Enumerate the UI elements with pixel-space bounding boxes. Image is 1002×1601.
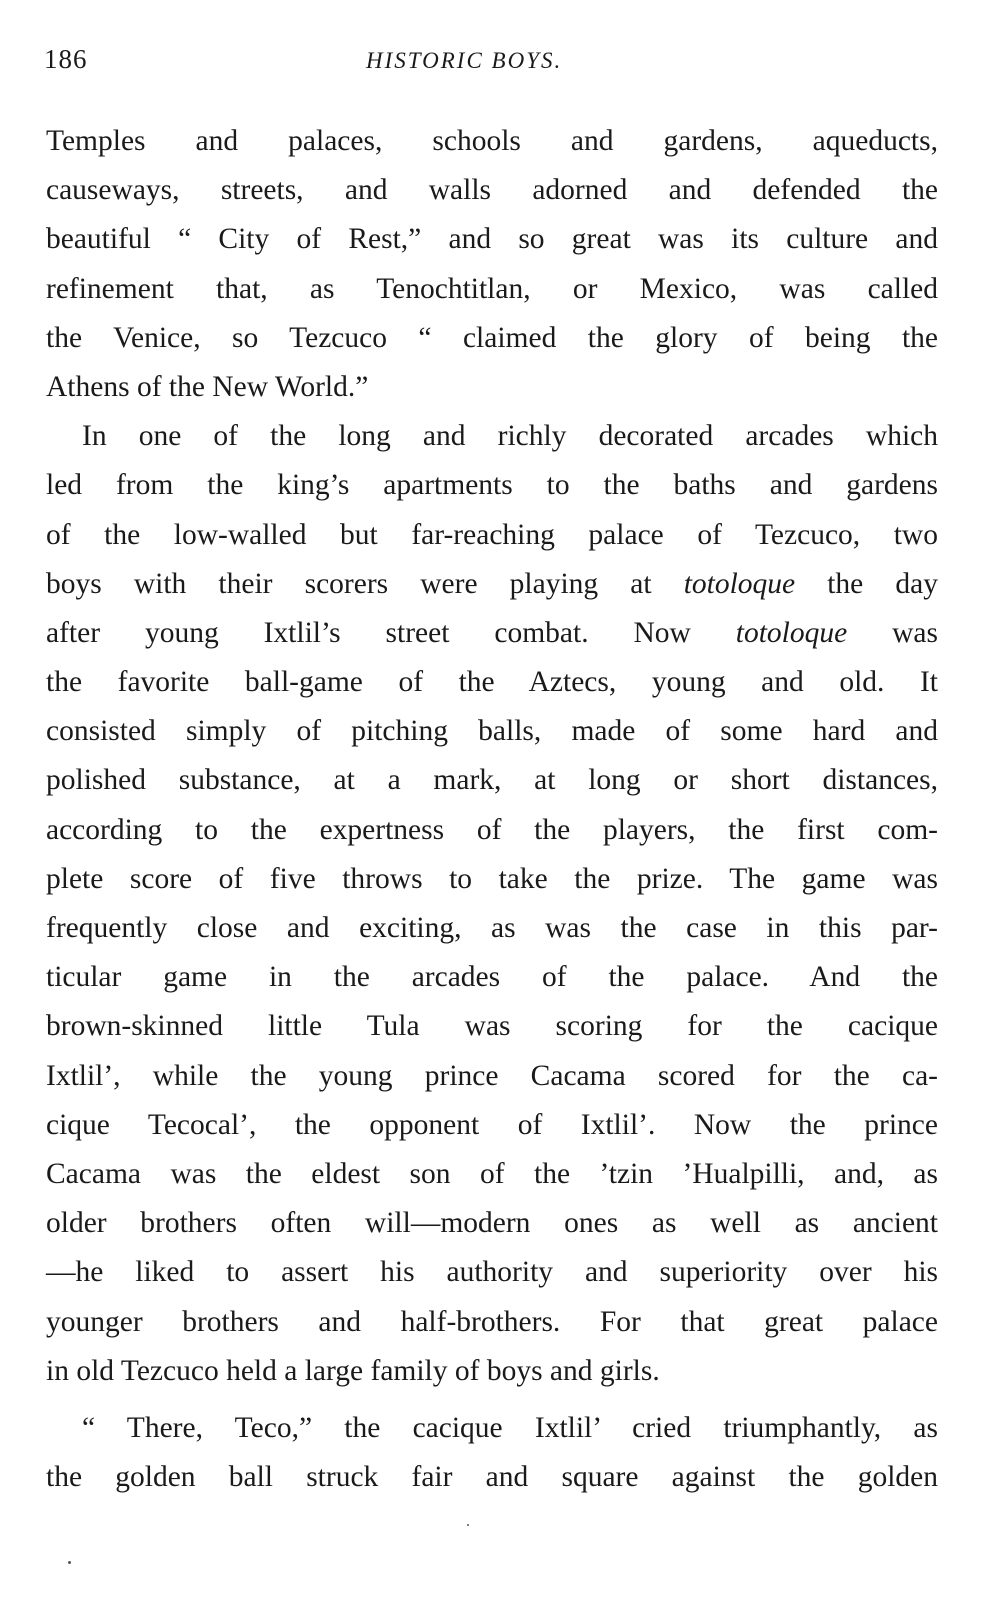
print-speck	[467, 1524, 469, 1526]
text-line: led from the king’s apartments to the baths and gardens	[46, 469, 938, 502]
text-line	[46, 609, 938, 658]
text-line: beautiful “ City of Rest,” and so great was its culture and	[46, 223, 938, 256]
text-line: ticular game in the arcades of the palace. And the	[46, 961, 938, 994]
italic-term: totoloque	[735, 616, 848, 649]
text-line: the Venice, so Tezcuco “ claimed the glory of being the	[46, 321, 938, 354]
running-head	[44, 44, 940, 84]
paragraph	[46, 412, 938, 1396]
paragraph	[46, 117, 938, 412]
text-line: refinement that, as Tenochtitlan, or Mexico, was called	[46, 272, 938, 305]
text-line: of the low-walled but far-reaching palace of Tezcuco, two	[46, 518, 938, 551]
text-line: “ There, Teco,” the cacique Ixtlil’ cried triumphantly, as	[82, 1411, 938, 1444]
page-number: 186	[44, 44, 88, 74]
italic-term: totoloque	[683, 567, 796, 600]
text-line: polished substance, at a mark, at long or short distances,	[46, 764, 938, 797]
text-segment: boys with their scorers were playing at	[46, 567, 684, 600]
text-line: causeways, streets, and walls adorned and defended the	[46, 174, 938, 207]
text-line: according to the expertness of the players, the first com-	[46, 813, 938, 846]
text-line: —he liked to assert his authority and superiority over his	[46, 1256, 938, 1289]
text-segment: after young Ixtlil’s street combat. Now	[46, 616, 736, 649]
paragraph	[46, 1404, 938, 1502]
text-segment: was	[847, 616, 938, 649]
text-line: in old Tezcuco held a large family of boys and girls.	[46, 1354, 660, 1387]
text-line: consisted simply of pitching balls, made of some hard and	[46, 715, 938, 748]
text-line	[46, 560, 938, 609]
text-line: frequently close and exciting, as was the case in this par-	[46, 912, 938, 944]
text-line: plete score of five throws to take the prize. The game was	[46, 862, 938, 895]
text-line: the golden ball struck fair and square against the golden	[46, 1461, 938, 1494]
text-line: the favorite ball-game of the Aztecs, young and old. It	[46, 666, 938, 699]
text-segment: the day	[795, 567, 938, 600]
print-speck	[68, 1561, 71, 1564]
text-line: cique Tecocal’, the opponent of Ixtlil’. Now the prince	[46, 1108, 938, 1141]
paragraph-gap	[46, 1396, 938, 1404]
text-line: brown-skinned little Tula was scoring for the cacique	[46, 1010, 938, 1043]
text-line: Ixtlil’, while the young prince Cacama scored for the ca-	[46, 1059, 938, 1092]
text-line: Athens of the New World.”	[46, 370, 369, 403]
text-line: younger brothers and half-brothers. For that great palace	[46, 1305, 938, 1338]
running-title: HISTORIC BOYS.	[366, 48, 563, 73]
text-line: Temples and palaces, schools and gardens, aqueducts,	[46, 125, 938, 157]
text-line: Cacama was the eldest son of the ’tzin ’Hualpilli, and, as	[46, 1157, 938, 1190]
text-line: In one of the long and richly decorated arcades which	[82, 420, 938, 453]
text-line: older brothers often will—modern ones as well as ancient	[46, 1207, 938, 1240]
body-text	[46, 117, 938, 1502]
